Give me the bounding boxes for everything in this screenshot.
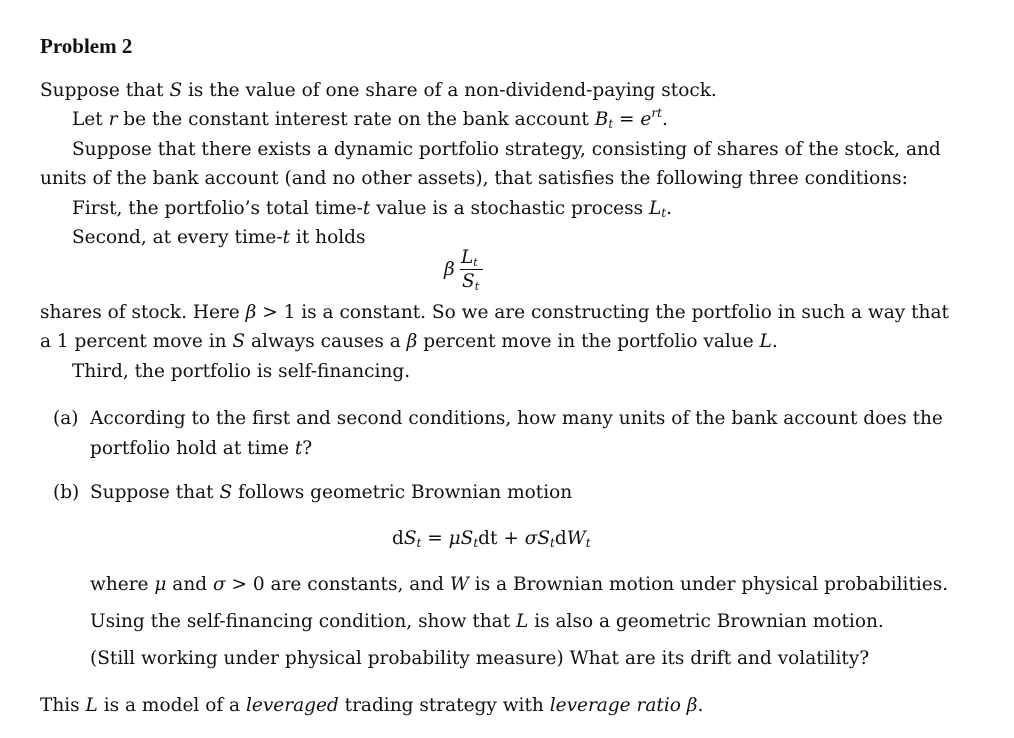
fraction-numerator: $L_t$ — [461, 247, 478, 269]
question-b-label: (b) — [53, 482, 80, 503]
paragraph-interest-rate: Let r be the constant interest rate on the bank account $B_t = e^{rt}$. — [72, 106, 668, 131]
gbm-equation: $dS_t = \mu S_tdt + \sigma S_tdW_t$ — [392, 528, 591, 550]
condition-first: First, the portfolio’s total time-t value is a stochastic process $L_t$. — [72, 198, 673, 220]
fraction-beta-L-over-S — [444, 247, 490, 297]
question-a-label: (a) — [53, 408, 79, 429]
problem-heading: Problem 2 — [40, 34, 133, 58]
paragraph-intro: Suppose that S is the value of one share of a non-dividend-paying stock. — [40, 80, 717, 101]
question-b-using: Using the self-financing condition, show that L is also a geometric Brownian motion. — [90, 611, 884, 632]
question-a-line-1: According to the first and second conditions, how many units of the bank account does the — [90, 408, 943, 429]
condition-third: Third, the portfolio is self-financing. — [72, 361, 411, 382]
paragraph-portfolio-line-1: Suppose that there exists a dynamic portfolio strategy, consisting of shares of the stock, and — [72, 139, 941, 160]
closing-paragraph: This L is a model of a leveraged trading strategy with leverage ratio β. — [40, 695, 704, 716]
paragraph-portfolio-line-2: units of the bank account (and no other assets), that satisfies the following three conditions: — [40, 168, 908, 189]
fraction-bar — [460, 269, 483, 270]
paragraph-shares-line-1: shares of stock. Here β > 1 is a constant. So we are constructing the portfolio in such a way that — [40, 302, 949, 323]
question-b-where: where μ and σ > 0 are constants, and W is a Brownian motion under physical probabilities. — [90, 574, 949, 595]
condition-second: Second, at every time-t it holds — [72, 227, 366, 248]
question-b-line-1: Suppose that S follows geometric Brownian motion — [90, 482, 573, 503]
paragraph-shares-line-2: a 1 percent move in S always causes a β percent move in the portfolio value L. — [40, 331, 778, 352]
fraction-denominator: $S_t$ — [462, 271, 480, 293]
question-a-line-2: portfolio hold at time t? — [90, 438, 313, 459]
fraction-beta: β — [444, 259, 455, 280]
question-b-still: (Still working under physical probability measure) What are its drift and volatility? — [90, 648, 870, 669]
